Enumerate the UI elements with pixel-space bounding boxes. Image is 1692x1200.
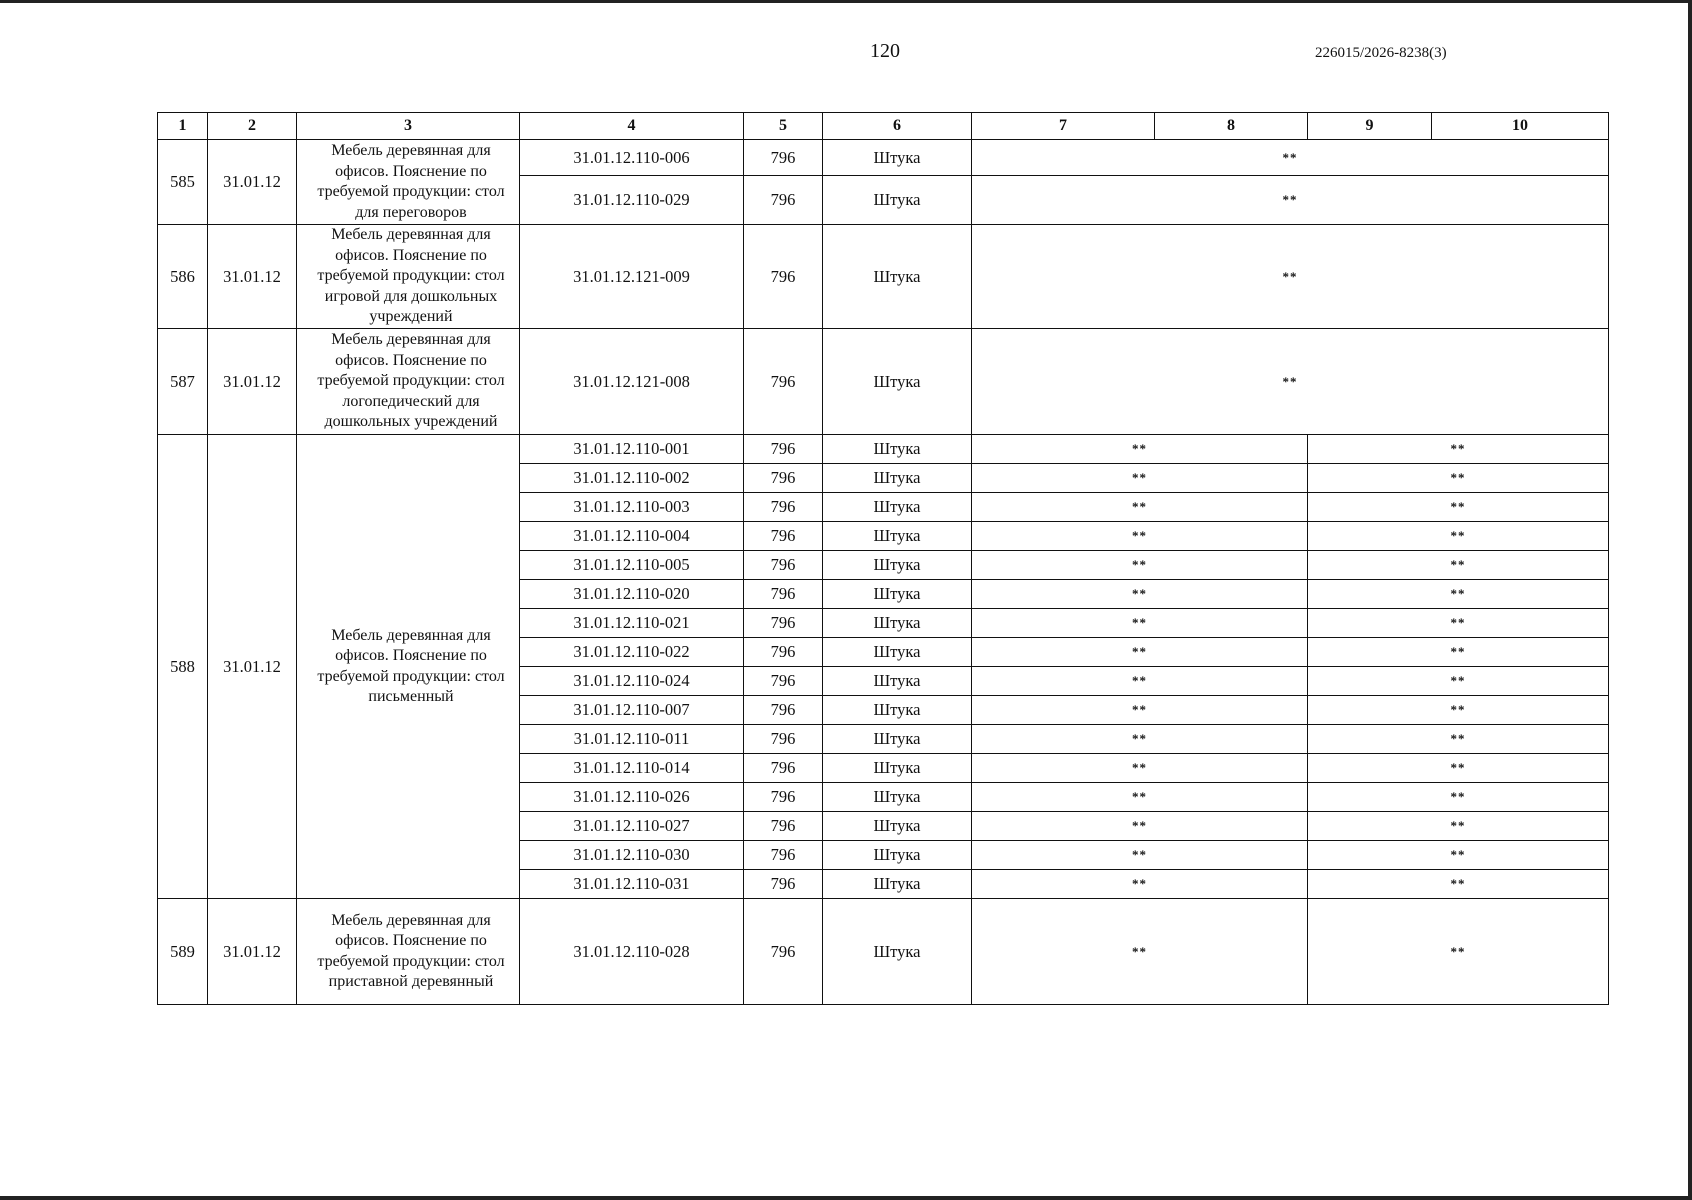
okei-code: 796 [744, 493, 823, 522]
okei-code: 796 [744, 176, 823, 225]
item-description: Мебель деревянная для офисов. Пояснение по требуемой продукции: стол логопедический для дошкольных учреждений [297, 329, 520, 435]
requirement-mark: ** [1308, 667, 1609, 696]
unit-name: Штука [823, 551, 972, 580]
requirement-mark: ** [1308, 696, 1609, 725]
unit-name: Штука [823, 464, 972, 493]
unit-name: Штука [823, 435, 972, 464]
document-id: 226015/2026-8238(3) [1315, 45, 1447, 61]
ktru-code: 31.01.12.110-031 [520, 870, 744, 899]
okei-code: 796 [744, 329, 823, 435]
column-header: 10 [1432, 113, 1609, 140]
unit-name: Штука [823, 329, 972, 435]
okei-code: 796 [744, 725, 823, 754]
okei-code: 796 [744, 667, 823, 696]
okei-code: 796 [744, 783, 823, 812]
unit-name: Штука [823, 580, 972, 609]
table-header-row [158, 113, 1609, 140]
ktru-code: 31.01.12.110-004 [520, 522, 744, 551]
okei-code: 796 [744, 464, 823, 493]
unit-name: Штука [823, 176, 972, 225]
requirement-mark: ** [972, 580, 1308, 609]
row-number: 587 [158, 329, 208, 435]
column-header: 1 [158, 113, 208, 140]
item-description: Мебель деревянная для офисов. Пояснение по требуемой продукции: стол для переговоров [297, 140, 520, 225]
okpd-code: 31.01.12 [208, 435, 297, 899]
row-number: 586 [158, 225, 208, 329]
okei-code: 796 [744, 638, 823, 667]
unit-name: Штука [823, 638, 972, 667]
requirement-mark: ** [972, 696, 1308, 725]
requirement-mark: ** [972, 609, 1308, 638]
okei-code: 796 [744, 841, 823, 870]
requirement-mark: ** [972, 870, 1308, 899]
ktru-code: 31.01.12.121-008 [520, 329, 744, 435]
ktru-code: 31.01.12.121-009 [520, 225, 744, 329]
requirement-mark: ** [972, 522, 1308, 551]
requirement-mark: ** [1308, 609, 1609, 638]
table-row [158, 435, 1609, 464]
okei-code: 796 [744, 609, 823, 638]
unit-name: Штука [823, 783, 972, 812]
column-header: 6 [823, 113, 972, 140]
ktru-code: 31.01.12.110-005 [520, 551, 744, 580]
requirement-mark: ** [972, 435, 1308, 464]
okei-code: 796 [744, 522, 823, 551]
okei-code: 796 [744, 140, 823, 176]
requirement-mark: ** [972, 899, 1308, 1005]
table-row [158, 329, 1609, 435]
requirement-mark: ** [1308, 464, 1609, 493]
requirement-mark: ** [1308, 812, 1609, 841]
ktru-code: 31.01.12.110-002 [520, 464, 744, 493]
okei-code: 796 [744, 696, 823, 725]
okpd-code: 31.01.12 [208, 329, 297, 435]
ktru-code: 31.01.12.110-014 [520, 754, 744, 783]
item-description: Мебель деревянная для офисов. Пояснение по требуемой продукции: стол приставной деревянный [297, 899, 520, 1005]
table-row [158, 899, 1609, 1005]
okei-code: 796 [744, 870, 823, 899]
okei-code: 796 [744, 551, 823, 580]
column-header: 3 [297, 113, 520, 140]
unit-name: Штука [823, 812, 972, 841]
row-number: 588 [158, 435, 208, 899]
requirement-mark: ** [972, 841, 1308, 870]
okei-code: 796 [744, 580, 823, 609]
requirement-mark: ** [972, 783, 1308, 812]
unit-name: Штука [823, 225, 972, 329]
ktru-code: 31.01.12.110-011 [520, 725, 744, 754]
requirement-mark: ** [972, 176, 1609, 225]
unit-name: Штука [823, 667, 972, 696]
ktru-code: 31.01.12.110-007 [520, 696, 744, 725]
ktru-code: 31.01.12.110-028 [520, 899, 744, 1005]
requirement-mark: ** [972, 812, 1308, 841]
page-number: 120 [870, 40, 900, 62]
requirement-mark: ** [972, 493, 1308, 522]
okpd-code: 31.01.12 [208, 225, 297, 329]
column-header: 2 [208, 113, 297, 140]
requirement-mark: ** [1308, 725, 1609, 754]
unit-name: Штука [823, 841, 972, 870]
page-frame-top [0, 0, 1692, 3]
item-description: Мебель деревянная для офисов. Пояснение по требуемой продукции: стол игровой для дошкольных учреждений [297, 225, 520, 329]
column-header: 8 [1155, 113, 1308, 140]
column-header: 5 [744, 113, 823, 140]
requirement-mark: ** [1308, 841, 1609, 870]
ktru-code: 31.01.12.110-006 [520, 140, 744, 176]
requirement-mark: ** [972, 638, 1308, 667]
unit-name: Штука [823, 725, 972, 754]
requirement-mark: ** [1308, 493, 1609, 522]
unit-name: Штука [823, 609, 972, 638]
unit-name: Штука [823, 870, 972, 899]
page-frame-right [1688, 0, 1692, 1200]
unit-name: Штука [823, 522, 972, 551]
requirement-mark: ** [1308, 580, 1609, 609]
requirement-mark: ** [972, 140, 1609, 176]
ktru-code: 31.01.12.110-026 [520, 783, 744, 812]
requirement-mark: ** [972, 329, 1609, 435]
okei-code: 796 [744, 812, 823, 841]
okpd-code: 31.01.12 [208, 140, 297, 225]
ktru-code: 31.01.12.110-022 [520, 638, 744, 667]
requirement-mark: ** [972, 225, 1609, 329]
row-number: 585 [158, 140, 208, 225]
requirement-mark: ** [972, 464, 1308, 493]
procurement-table [157, 112, 1609, 1005]
requirement-mark: ** [1308, 551, 1609, 580]
ktru-code: 31.01.12.110-024 [520, 667, 744, 696]
table-row [158, 225, 1609, 329]
ktru-code: 31.01.12.110-003 [520, 493, 744, 522]
requirement-mark: ** [1308, 522, 1609, 551]
column-header: 7 [972, 113, 1155, 140]
ktru-code: 31.01.12.110-030 [520, 841, 744, 870]
okei-code: 796 [744, 754, 823, 783]
okei-code: 796 [744, 435, 823, 464]
ktru-code: 31.01.12.110-021 [520, 609, 744, 638]
requirement-mark: ** [972, 754, 1308, 783]
okei-code: 796 [744, 899, 823, 1005]
okei-code: 796 [744, 225, 823, 329]
unit-name: Штука [823, 140, 972, 176]
unit-name: Штука [823, 754, 972, 783]
column-header: 4 [520, 113, 744, 140]
requirement-mark: ** [1308, 899, 1609, 1005]
ktru-code: 31.01.12.110-001 [520, 435, 744, 464]
requirement-mark: ** [1308, 638, 1609, 667]
ktru-code: 31.01.12.110-029 [520, 176, 744, 225]
requirement-mark: ** [1308, 870, 1609, 899]
ktru-code: 31.01.12.110-027 [520, 812, 744, 841]
unit-name: Штука [823, 696, 972, 725]
page-frame-bottom [0, 1196, 1692, 1200]
requirement-mark: ** [972, 725, 1308, 754]
unit-name: Штука [823, 493, 972, 522]
okpd-code: 31.01.12 [208, 899, 297, 1005]
ktru-code: 31.01.12.110-020 [520, 580, 744, 609]
requirement-mark: ** [972, 667, 1308, 696]
requirement-mark: ** [1308, 754, 1609, 783]
table-row [158, 140, 1609, 176]
requirement-mark: ** [1308, 435, 1609, 464]
column-header: 9 [1308, 113, 1432, 140]
requirement-mark: ** [1308, 783, 1609, 812]
row-number: 589 [158, 899, 208, 1005]
unit-name: Штука [823, 899, 972, 1005]
item-description: Мебель деревянная для офисов. Пояснение по требуемой продукции: стол письменный [297, 435, 520, 899]
requirement-mark: ** [972, 551, 1308, 580]
